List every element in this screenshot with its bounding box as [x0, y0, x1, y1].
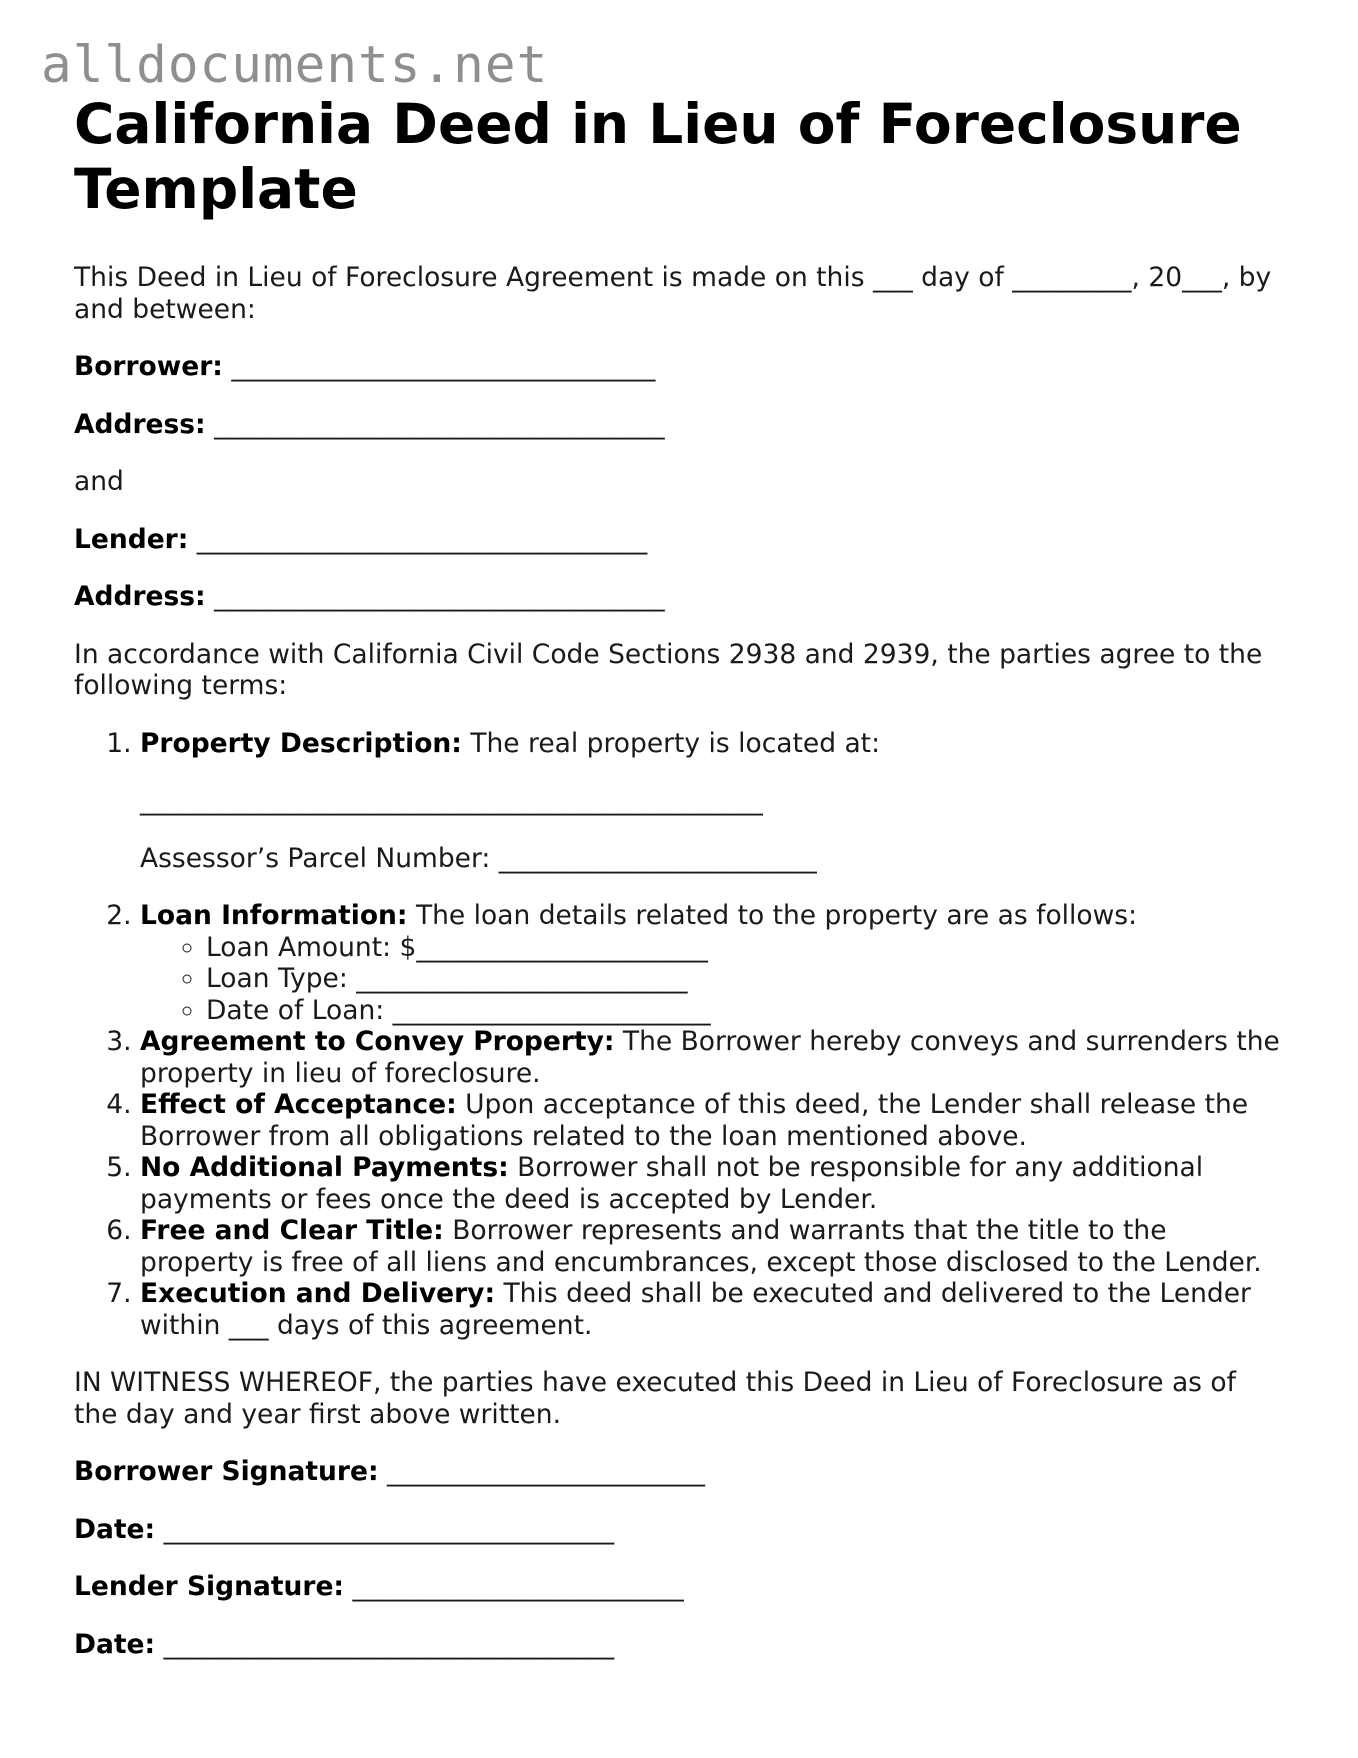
loan-amount-field: ◦ Loan Amount: $______________________	[206, 932, 1284, 964]
borrower-address-label: Address:	[74, 408, 206, 440]
term-text: Upon acceptance of this deed, the Lender shall release the Borrower from all obligations related to the loan mentioned above.	[140, 1089, 1249, 1152]
term-text: Borrower shall not be responsible for any additional payments or fees once the deed is accepted by Lender.	[140, 1152, 1204, 1215]
term-text: The real property is located at:	[470, 727, 881, 759]
signature-label: Date:	[74, 1513, 156, 1545]
term-heading: Effect of Acceptance:	[140, 1089, 457, 1120]
signature-blank: __________________________________	[163, 1628, 615, 1660]
lender-field	[74, 524, 1284, 556]
signature-blank: __________________________________	[163, 1513, 615, 1545]
loan-details-list	[140, 932, 1284, 1027]
term-text: This deed shall be executed and delivered to the Lender within ___ days of this agreement.	[140, 1278, 1251, 1341]
property-location-blank: _______________________________________________	[140, 785, 763, 816]
term-item	[140, 1089, 1284, 1152]
signature-blank: ________________________	[387, 1456, 705, 1487]
term-item	[140, 1215, 1284, 1278]
term-item	[140, 1152, 1284, 1215]
borrower-field	[74, 351, 1284, 383]
term-heading: Loan Information:	[140, 900, 408, 931]
parcel-number-field: Assessor’s Parcel Number: ________________________	[140, 842, 817, 874]
term-item	[140, 728, 1284, 875]
term-text: Borrower represents and warrants that the title to the property is free of all liens and encumbrances, except those disclosed to the Lender.	[140, 1215, 1262, 1278]
term-item	[140, 1026, 1284, 1089]
term-heading: No Additional Payments:	[140, 1152, 509, 1183]
lender-date-field	[74, 1629, 1284, 1661]
witness-paragraph: IN WITNESS WHEREOF, the parties have executed this Deed in Lieu of Foreclosure as of the day and year first above written.	[74, 1367, 1236, 1430]
term-heading: Property Description:	[140, 727, 462, 759]
lender-address-field	[74, 581, 1284, 613]
signature-label: Date:	[74, 1628, 156, 1660]
intro-paragraph: This Deed in Lieu of Foreclosure Agreement is made on this ___ day of _________, 20___, by and between:	[74, 262, 1272, 325]
document-title: California Deed in Lieu of Foreclosure Template	[74, 92, 1242, 221]
borrower-address-blank: __________________________________	[214, 408, 665, 440]
term-text: The Borrower hereby conveys and surrenders the property in lieu of foreclosure.	[140, 1026, 1280, 1089]
term-heading: Agreement to Convey Property:	[140, 1026, 615, 1057]
lender-label: Lender:	[74, 523, 189, 555]
term-text: The loan details related to the property are as follows:	[415, 900, 1138, 931]
term-heading: Execution and Delivery:	[140, 1278, 496, 1309]
document-page	[74, 92, 1284, 1660]
watermark: alldocuments.net	[41, 36, 549, 95]
preamble-paragraph: In accordance with California Civil Code Sections 2938 and 2939, the parties agree to the following terms:	[74, 638, 1263, 701]
and-text: and	[74, 466, 124, 497]
borrower-signature-field	[74, 1456, 1284, 1488]
signature-label: Lender Signature:	[74, 1571, 345, 1602]
loan-date-field: ◦ Date of Loan: ________________________	[206, 995, 1284, 1027]
terms-list	[74, 728, 1284, 1342]
lender-address-label: Address:	[74, 581, 206, 612]
lender-signature-field	[74, 1571, 1284, 1603]
term-heading: Free and Clear Title:	[140, 1215, 444, 1246]
lender-blank: __________________________________	[196, 523, 648, 555]
term-item	[140, 900, 1284, 1026]
term-item	[140, 1278, 1284, 1341]
lender-address-blank: __________________________________	[214, 581, 665, 612]
borrower-blank: ________________________________	[231, 351, 656, 382]
signature-blank: _________________________	[352, 1571, 684, 1602]
signature-label: Borrower Signature:	[74, 1456, 379, 1487]
borrower-address-field	[74, 409, 1284, 441]
borrower-label: Borrower:	[74, 351, 223, 382]
borrower-date-field	[74, 1514, 1284, 1546]
loan-type-field: ◦ Loan Type: _________________________	[206, 963, 1284, 995]
